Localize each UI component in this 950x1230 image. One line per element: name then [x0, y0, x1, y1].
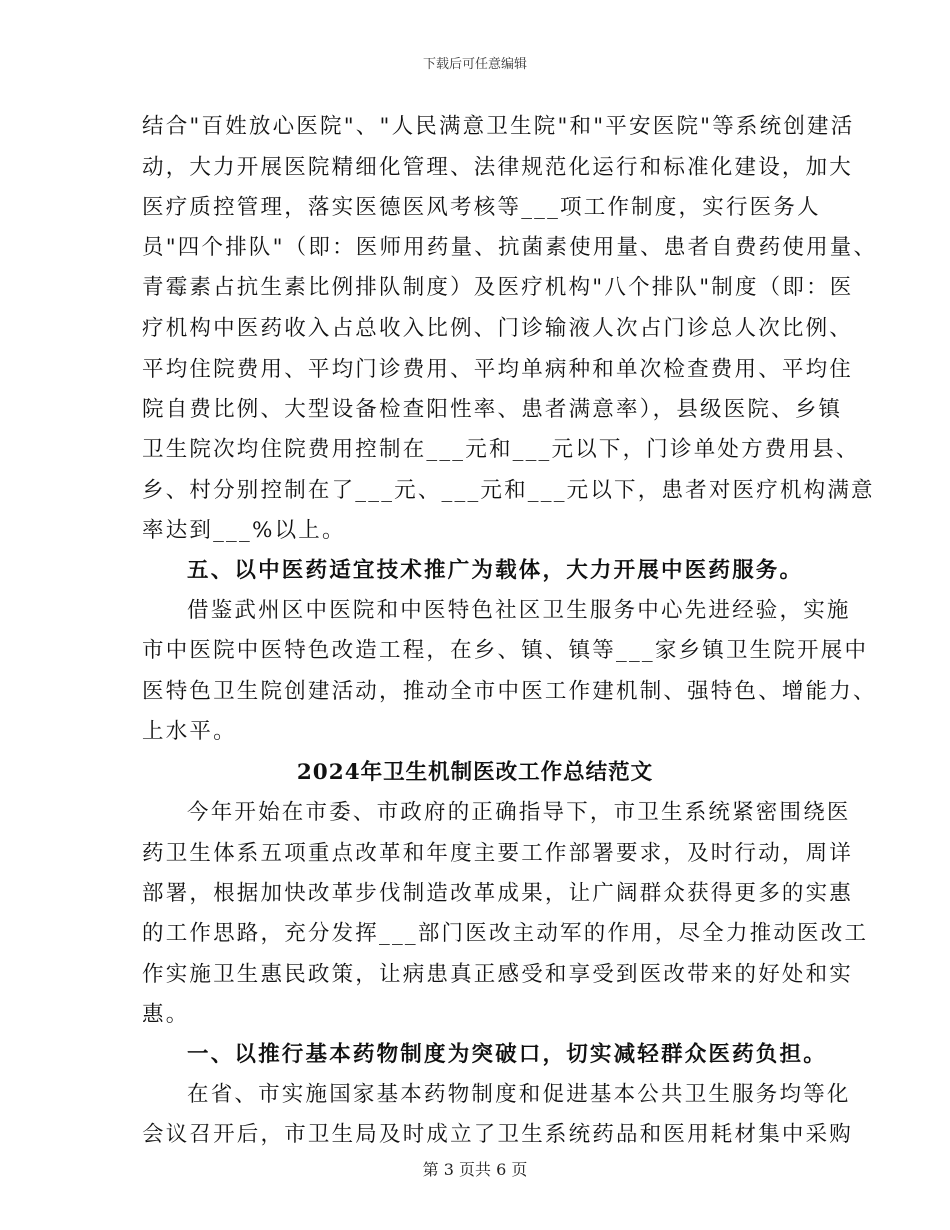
- paragraph-line: 借鉴武州区中医院和中医特色社区卫生服务中心先进经验，实施: [187, 598, 851, 623]
- section-heading: 五、以中医药适宜技术推广为载体，大力开展中医药服务。: [187, 558, 804, 583]
- paragraph-line: 青霉素占抗生素比例排队制度）及医疗机构"八个排队"制度（即：医: [142, 275, 854, 300]
- paragraph-line: 的工作思路，充分发挥___部门医改主动军的作用，尽全力推动医改工: [142, 921, 869, 946]
- paragraph-line: 平均住院费用、平均门诊费用、平均单病种和单次检查费用、平均住: [142, 357, 854, 382]
- paragraph-line: 卫生院次均住院费用控制在___元和___元以下，门诊单处方费用县、: [142, 437, 860, 462]
- paragraph-line: 今年开始在市委、市政府的正确指导下，市卫生系统紧密围绕医: [187, 800, 851, 825]
- paragraph-line: 院自费比例、大型设备检查阳性率、患者满意率），县级医院、乡镇: [142, 397, 843, 422]
- page-footer: 第 3 页共 6 页: [422, 1160, 528, 1179]
- paragraph-line: 药卫生体系五项重点改革和年度主要工作部署要求，及时行动，周详: [142, 841, 854, 866]
- paragraph-line: 乡、村分别控制在了___元、___元和___元以下，患者对医疗机构满意: [142, 478, 875, 503]
- paragraph-line: 结合"百姓放心医院"、"人民满意卫生院"和"平安医院"等系统创建活: [142, 114, 855, 139]
- paragraph-line: 动，大力开展医院精细化管理、法律规范化运行和标准化建设，加大: [142, 155, 854, 180]
- paragraph-line: 作实施卫生惠民政策，让病患真正感受和享受到医改带来的好处和实: [142, 962, 854, 987]
- paragraph-line: 市中医院中医特色改造工程，在乡、镇、镇等___家乡镇卫生院开展中: [142, 638, 869, 663]
- paragraph-line: 在省、市实施国家基本药物制度和促进基本公共卫生服务均等化: [187, 1082, 851, 1107]
- paragraph-line: 惠。: [142, 1002, 190, 1027]
- paragraph-line: 医特色卫生院创建活动，推动全市中医工作建机制、强特色、增能力、: [142, 679, 877, 704]
- document-title: 2024年卫生机制医改工作总结范文: [296, 760, 654, 785]
- paragraph-line: 疗机构中医药收入占总收入比例、门诊输液人次占门诊总人次比例、: [142, 316, 854, 341]
- paragraph-line: 上水平。: [142, 719, 237, 744]
- section-heading: 一、以推行基本药物制度为突破口，切实减轻群众医药负担。: [187, 1042, 827, 1067]
- page-header: 下载后可任意编辑: [422, 57, 527, 72]
- paragraph-line: 员"四个排队"（即：医师用药量、抗菌素使用量、患者自费药使用量、: [142, 235, 878, 260]
- paragraph-line: 率达到___%以上。: [142, 518, 346, 543]
- paragraph-line: 医疗质控管理，落实医德医风考核等___项工作制度，实行医务人: [142, 195, 821, 220]
- paragraph-line: 会议召开后，市卫生局及时成立了卫生系统药品和医用耗材集中采购: [142, 1122, 854, 1147]
- paragraph-line: 部署，根据加快改革步伐制造改革成果，让广阔群众获得更多的实惠: [142, 881, 854, 906]
